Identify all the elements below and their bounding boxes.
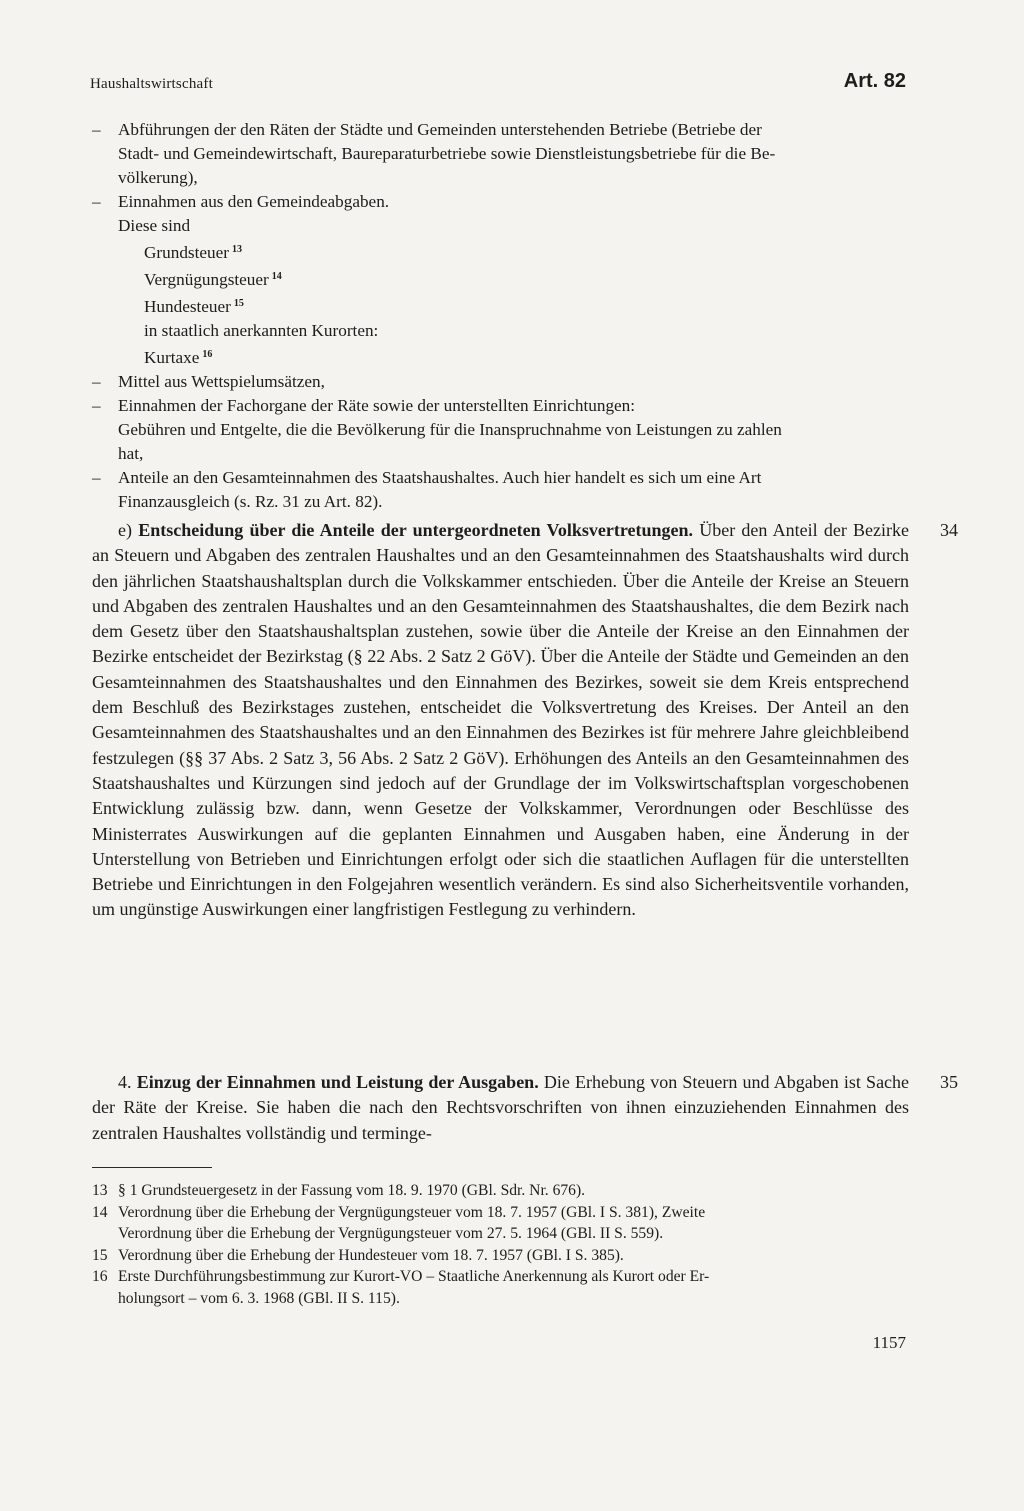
margin-number: 35 — [940, 1072, 958, 1092]
tax-entry — [118, 238, 912, 265]
list-line: Anteile an den Gesamteinnahmen des Staatshaushaltes. Auch hier handelt es sich um eine Art — [118, 468, 762, 487]
section-body: Über den Anteil der Bezirke an Steuern und Abgaben des zentralen Haushaltes und an den Gesamteinnahmen des Staatshaushalts wird durch den jährlichen Staatshaushaltsplan durch die Volkskammer entschieden. Über die Anteile der Kreise an Steuern und Abgaben des zentralen Haushaltes und an den Gesamteinnahmen des Staatshaushaltes, die dem Bezirk nach dem Gesetz über den Staatshaushaltsplan zustehen, sowie über die Anteile der Kreise an den Einnahmen der Bezirke entscheidet der Bezirkstag (§ 22 Abs. 2 Satz 2 GöV). Über die Anteile der Städte und Gemeinden an den Gesamteinnahmen des Staatshaushaltes und den Einnahmen des Bezirkes, soweit sie dem Kreis entsprechend dem Beschluß des Bezirkstages zustehen, entscheidet die Volksvertretung des Kreises. Der Anteil an den Gesamteinnahmen des Staatshaushaltes und an den Einnahmen des Bezirkes ist für mehrere Jahre gleichbleibend festzulegen (§§ 37 Abs. 2 Satz 3, 56 Abs. 2 Satz 2 GöV). Erhöhungen des Anteils an den Gesamteinnahmen des Staatshaushaltes und Kürzungen sind jedoch auf der Grundlage der im Volkswirtschaftsplan vorgeschobenen Entwicklung zulässig bzw. dann, wenn Gesetze der Volkskammer, Verordnungen oder Beschlüsse des Ministerrates Auswirkungen auf die geplanten Einnahmen und Ausgaben haben, eine Änderung in der Unterstellung von Betrieben und Einrichtungen erfolgt oder sich die staatlichen Auflagen für die unterstellten Betriebe und Einrichtungen in den Folgejahren wesentlich verändern. Es sind also Sicherheitsventile vorhanden, um ungünstige Auswirkungen einer langfristigen Festlegung zu verhindern. — [92, 520, 910, 920]
tax-entry — [118, 292, 912, 319]
running-head: Haushaltswirtschaft — [90, 76, 213, 92]
list-line: Gebühren und Entgelte, die die Bevölkerung für die Inanspruchnahme von Leistungen zu zahlen — [118, 420, 782, 439]
footnote — [92, 1180, 912, 1202]
footnotes — [92, 1180, 912, 1309]
list-dash: – — [92, 120, 101, 139]
section-heading: Einzug der Einnahmen und Leistung der Ausgaben. — [136, 1072, 539, 1092]
footnote-line: Verordnung über die Erhebung der Hundesteuer vom 18. 7. 1957 (GBl. I S. 385). — [118, 1246, 624, 1264]
footnote-line: Verordnung über die Erhebung der Vergnügungsteuer vom 18. 7. 1957 (GBl. I S. 381), Zweite — [118, 1203, 706, 1221]
revenue-list — [92, 118, 912, 514]
list-line: Diese sind — [118, 216, 191, 235]
list-line: Finanzausgleich (s. Rz. 31 zu Art. 82). — [118, 492, 383, 511]
tax-name: Grundsteuer — [144, 243, 229, 262]
footnote-line: holungsort – vom 6. 3. 1968 (GBl. II S. 115). — [118, 1289, 400, 1307]
footnote-number: 14 — [92, 1203, 108, 1221]
list-item — [92, 370, 912, 394]
list-item — [92, 118, 912, 190]
footnote-ref: 14 — [271, 271, 282, 282]
section-label: 4. — [118, 1072, 132, 1092]
footnote-ref: 16 — [202, 349, 213, 360]
list-item — [92, 190, 912, 370]
footnote-line: Erste Durchführungsbestimmung zur Kurort-VO – Staatliche Anerkennung als Kurort oder Er- — [118, 1268, 710, 1285]
list-dash: – — [92, 468, 101, 487]
footnote — [92, 1202, 912, 1245]
list-line: Mittel aus Wettspielumsätzen, — [118, 372, 325, 391]
list-line: Abführungen der den Räten der Städte und Gemeinden unterstehenden Betriebe (Betriebe der — [118, 120, 762, 139]
list-line: völkerung), — [118, 168, 198, 187]
footnote — [92, 1245, 912, 1267]
footnote-number: 15 — [92, 1246, 108, 1264]
list-line: Einnahmen aus den Gemeindeabgaben. — [118, 192, 390, 211]
footnote-number: 13 — [92, 1182, 108, 1199]
list-dash: – — [92, 372, 101, 391]
section-heading: Entscheidung über die Anteile der untergeordneten Volksvertretungen. — [138, 520, 694, 540]
tax-entry — [118, 343, 912, 370]
list-dash: – — [92, 192, 101, 211]
tax-entry — [118, 265, 912, 292]
section-label: e) — [118, 520, 132, 540]
section-body: Die Erhebung von Steuern und Abgaben ist Sache der Räte der Kreise. Sie haben die nach den Rechtsvorschriften von ihnen einzuziehenden Einnahmen des zentralen Haushaltes vollständig und terminge- — [92, 1072, 910, 1143]
tax-name: Hundesteuer — [144, 297, 231, 316]
list-item — [92, 394, 912, 466]
footnote-line: § 1 Grundsteuergesetz in der Fassung vom 18. 9. 1970 (GBl. Sdr. Nr. 676). — [118, 1182, 586, 1199]
footnote-divider — [92, 1167, 212, 1168]
article-label: Art. 82 — [843, 70, 906, 92]
margin-number: 34 — [940, 520, 958, 540]
list-line: Einnahmen der Fachorgane der Räte sowie der unterstellten Einrichtungen: — [118, 396, 636, 415]
footnote — [92, 1266, 912, 1309]
section-e-paragraph — [92, 518, 909, 923]
list-item — [92, 466, 912, 514]
footnote-line: Verordnung über die Erhebung der Vergnügungsteuer vom 27. 5. 1964 (GBl. II S. 559). — [118, 1225, 664, 1242]
footnote-ref: 15 — [233, 298, 244, 309]
footnote-ref: 13 — [231, 244, 242, 255]
tax-name: Vergnügungsteuer — [144, 270, 269, 289]
list-line: hat, — [118, 444, 144, 463]
page-number: 1157 — [872, 1333, 906, 1352]
section-4-paragraph — [92, 1070, 909, 1146]
list-line: in staatlich anerkannten Kurorten: — [144, 321, 379, 340]
footnote-number: 16 — [92, 1268, 108, 1285]
tax-name: Kurtaxe — [144, 348, 200, 367]
list-dash: – — [92, 396, 101, 415]
list-line: Stadt- und Gemeindewirtschaft, Baureparaturbetriebe sowie Dienstleistungsbetriebe für die Be- — [118, 144, 776, 163]
